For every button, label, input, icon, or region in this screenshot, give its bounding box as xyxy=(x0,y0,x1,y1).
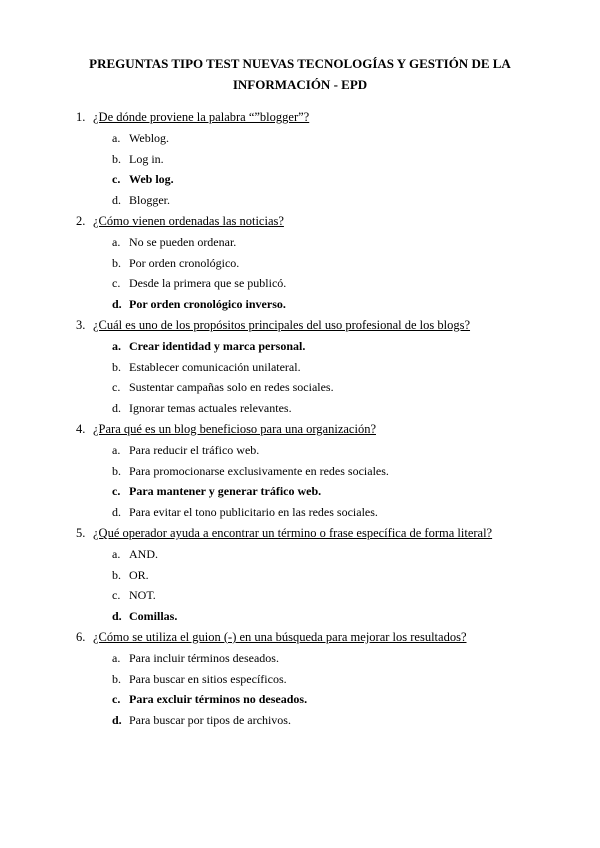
option-text: Para evitar el tono publicitario en las redes sociales. xyxy=(129,505,378,520)
option-1c-correct xyxy=(0,169,600,190)
question-2 xyxy=(0,211,600,232)
option-text: Para buscar en sitios específicos. xyxy=(129,671,287,686)
question-text: ¿De dónde proviene la palabra “”blogger”? xyxy=(93,110,310,124)
option-text: AND. xyxy=(129,546,158,561)
option-letter: a. xyxy=(112,338,121,353)
option-text: Weblog. xyxy=(129,130,170,145)
question-text: ¿Para qué es un blog beneficioso para una organización? xyxy=(93,421,376,436)
option-text: Para promocionarse exclusivamente en redes sociales. xyxy=(129,463,389,478)
option-letter: b. xyxy=(112,463,121,478)
option-letter: b. xyxy=(112,255,121,270)
option-2d-correct xyxy=(0,294,600,315)
option-4b xyxy=(0,461,600,482)
option-6d xyxy=(0,710,600,731)
option-letter: a. xyxy=(112,546,121,561)
option-letter: a. xyxy=(112,442,121,457)
option-text: Crear identidad y marca personal. xyxy=(129,338,306,353)
page-title xyxy=(60,53,540,95)
option-letter: d. xyxy=(112,401,121,416)
title-line-2: INFORMACIÓN - EPD xyxy=(232,77,368,92)
option-letter: c. xyxy=(112,380,121,395)
question-1 xyxy=(0,107,600,128)
option-letter: c. xyxy=(112,172,121,187)
option-4a xyxy=(0,440,600,461)
question-number: 5. xyxy=(76,525,86,540)
option-text: Para reducir el tráfico web. xyxy=(129,442,260,457)
option-text: NOT. xyxy=(129,588,156,603)
option-2a xyxy=(0,232,600,253)
question-text: ¿Cómo se utiliza el guion (-) en una búsqueda para mejorar los resultados? xyxy=(93,629,467,644)
option-text: No se pueden ordenar. xyxy=(129,234,237,249)
option-5d-correct xyxy=(0,606,600,627)
option-text: Establecer comunicación unilateral. xyxy=(129,359,301,374)
option-letter: d. xyxy=(112,193,121,208)
option-4c-correct xyxy=(0,481,600,502)
option-6c-correct xyxy=(0,689,600,710)
question-4 xyxy=(0,419,600,440)
option-5b xyxy=(0,565,600,586)
question-text: ¿Qué operador ayuda a encontrar un término o frase específica de forma literal? xyxy=(93,525,493,540)
question-5 xyxy=(0,523,600,544)
option-letter: a. xyxy=(112,130,121,145)
option-letter: b. xyxy=(112,567,121,582)
option-text: Para buscar por tipos de archivos. xyxy=(129,713,291,728)
question-number: 1. xyxy=(76,110,86,124)
option-1b xyxy=(0,149,600,170)
question-text: ¿Cuál es uno de los propósitos principales del uso profesional de los blogs? xyxy=(93,317,471,332)
option-letter: d. xyxy=(112,609,122,624)
question-number: 3. xyxy=(76,317,86,332)
option-6b xyxy=(0,669,600,690)
option-text: Ignorar temas actuales relevantes. xyxy=(129,401,292,416)
option-text: Para excluir términos no deseados. xyxy=(129,692,308,707)
option-letter: b. xyxy=(112,671,121,686)
option-letter: b. xyxy=(112,151,121,166)
option-5c xyxy=(0,585,600,606)
option-letter: d. xyxy=(112,297,122,312)
title-line-1: PREGUNTAS TIPO TEST NUEVAS TECNOLOGÍAS Y GESTIÓN DE LA xyxy=(89,56,511,71)
question-3 xyxy=(0,315,600,336)
option-2b xyxy=(0,253,600,274)
option-text: Comillas. xyxy=(129,609,178,624)
option-text: Por orden cronológico. xyxy=(129,255,240,270)
question-number: 4. xyxy=(76,421,86,436)
option-2c xyxy=(0,273,600,294)
question-number: 2. xyxy=(76,213,86,228)
option-1a xyxy=(0,128,600,149)
option-3c xyxy=(0,377,600,398)
option-letter: b. xyxy=(112,359,121,374)
option-letter: a. xyxy=(112,650,121,665)
option-3a-correct xyxy=(0,336,600,357)
option-text: Para mantener y generar tráfico web. xyxy=(129,484,322,499)
option-letter: a. xyxy=(112,234,121,249)
question-list xyxy=(0,107,600,731)
option-4d xyxy=(0,502,600,523)
option-letter: c. xyxy=(112,276,121,291)
option-3d xyxy=(0,398,600,419)
option-letter: c. xyxy=(112,588,121,603)
option-text: OR. xyxy=(129,567,149,582)
question-number: 6. xyxy=(76,629,86,644)
option-letter: c. xyxy=(112,484,121,499)
option-text: Por orden cronológico inverso. xyxy=(129,297,286,312)
option-5a xyxy=(0,544,600,565)
question-6 xyxy=(0,627,600,648)
option-text: Blogger. xyxy=(129,193,170,208)
option-letter: d. xyxy=(112,713,122,728)
option-text: Para incluir términos deseados. xyxy=(129,650,279,665)
option-1d xyxy=(0,190,600,211)
option-letter: c. xyxy=(112,692,121,707)
option-3b xyxy=(0,357,600,378)
option-6a xyxy=(0,648,600,669)
option-text: Sustentar campañas solo en redes sociales. xyxy=(129,380,334,395)
option-text: Log in. xyxy=(129,151,164,166)
option-text: Desde la primera que se publicó. xyxy=(129,276,287,291)
option-text: Web log. xyxy=(129,172,174,187)
question-text: ¿Cómo vienen ordenadas las noticias? xyxy=(93,213,284,228)
option-letter: d. xyxy=(112,505,121,520)
